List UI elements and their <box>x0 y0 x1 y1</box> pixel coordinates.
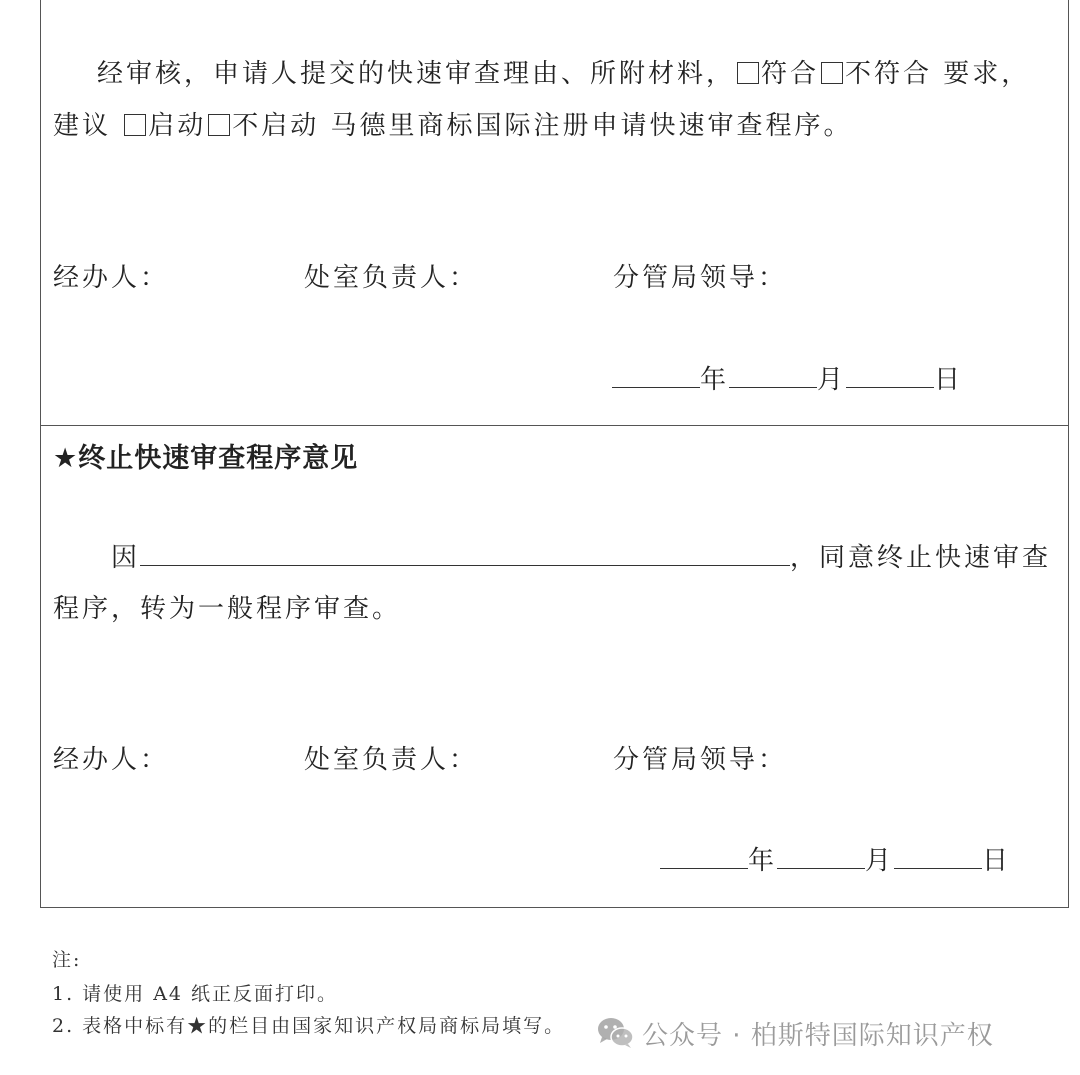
start-checkbox[interactable] <box>124 114 146 136</box>
termination-title: ★终止快速审查程序意见 <box>53 443 359 474</box>
year-label: 年 <box>700 365 730 395</box>
dept-head-label: 处室负责人： <box>304 263 479 293</box>
termination-line2: 程序，转为一般程序审查。 <box>53 594 402 624</box>
not-comply-label: 不符合 <box>845 59 933 89</box>
note-item-1: 1. 请使用 A4 纸正反面打印。 <box>52 983 339 1005</box>
review-text-prefix: 经审核，申请人提交的快速审查理由、所附材料， <box>97 59 736 89</box>
comply-label: 符合 <box>761 59 820 89</box>
notes-heading: 注: <box>52 949 82 971</box>
not-start-checkbox[interactable] <box>208 114 230 136</box>
application-form-table <box>40 0 1069 908</box>
wechat-icon <box>596 1016 634 1050</box>
start-label: 启动 <box>148 111 207 141</box>
termination-year-blank[interactable] <box>660 850 748 869</box>
month-label: 月 <box>817 365 847 395</box>
watermark-text: 公众号 · 柏斯特国际知识产权 <box>642 1020 994 1051</box>
review-date-line <box>612 367 963 393</box>
termination-year-label: 年 <box>748 846 778 876</box>
review-text-suffix: 要求， <box>932 59 1031 89</box>
reason-prefix: 因 <box>111 543 141 573</box>
bureau-leader-label: 分管局领导： <box>613 263 788 293</box>
suggest-label: 建议 <box>53 111 123 141</box>
not-start-label: 不启动 <box>232 111 320 141</box>
note-item-2: 2. 表格中标有★的栏目由国家知识产权局商标局填写。 <box>52 1015 566 1037</box>
termination-day-blank[interactable] <box>894 850 982 869</box>
section-divider <box>41 425 1068 426</box>
day-blank[interactable] <box>846 369 934 388</box>
reason-suffix: ，同意终止快速审查 <box>790 543 1052 573</box>
review-paragraph-line1 <box>97 61 1030 87</box>
month-blank[interactable] <box>729 369 817 388</box>
comply-checkbox[interactable] <box>737 62 759 84</box>
review-text-line2-suffix: 马德里商标国际注册申请快速审查程序。 <box>319 111 853 141</box>
not-comply-checkbox[interactable] <box>821 62 843 84</box>
handler-label: 经办人： <box>53 263 170 293</box>
review-paragraph-line2 <box>53 113 853 139</box>
termination-month-label: 月 <box>865 846 895 876</box>
termination-dept-head-label: 处室负责人： <box>304 745 479 775</box>
wechat-watermark <box>596 1013 994 1053</box>
termination-day-label: 日 <box>982 846 1012 876</box>
termination-bureau-leader-label: 分管局领导： <box>613 745 788 775</box>
termination-date-line <box>660 848 1011 874</box>
termination-month-blank[interactable] <box>777 850 865 869</box>
reason-blank[interactable] <box>140 547 790 566</box>
day-label: 日 <box>934 365 964 395</box>
termination-handler-label: 经办人： <box>53 745 170 775</box>
year-blank[interactable] <box>612 369 700 388</box>
termination-reason-line <box>111 545 1051 571</box>
